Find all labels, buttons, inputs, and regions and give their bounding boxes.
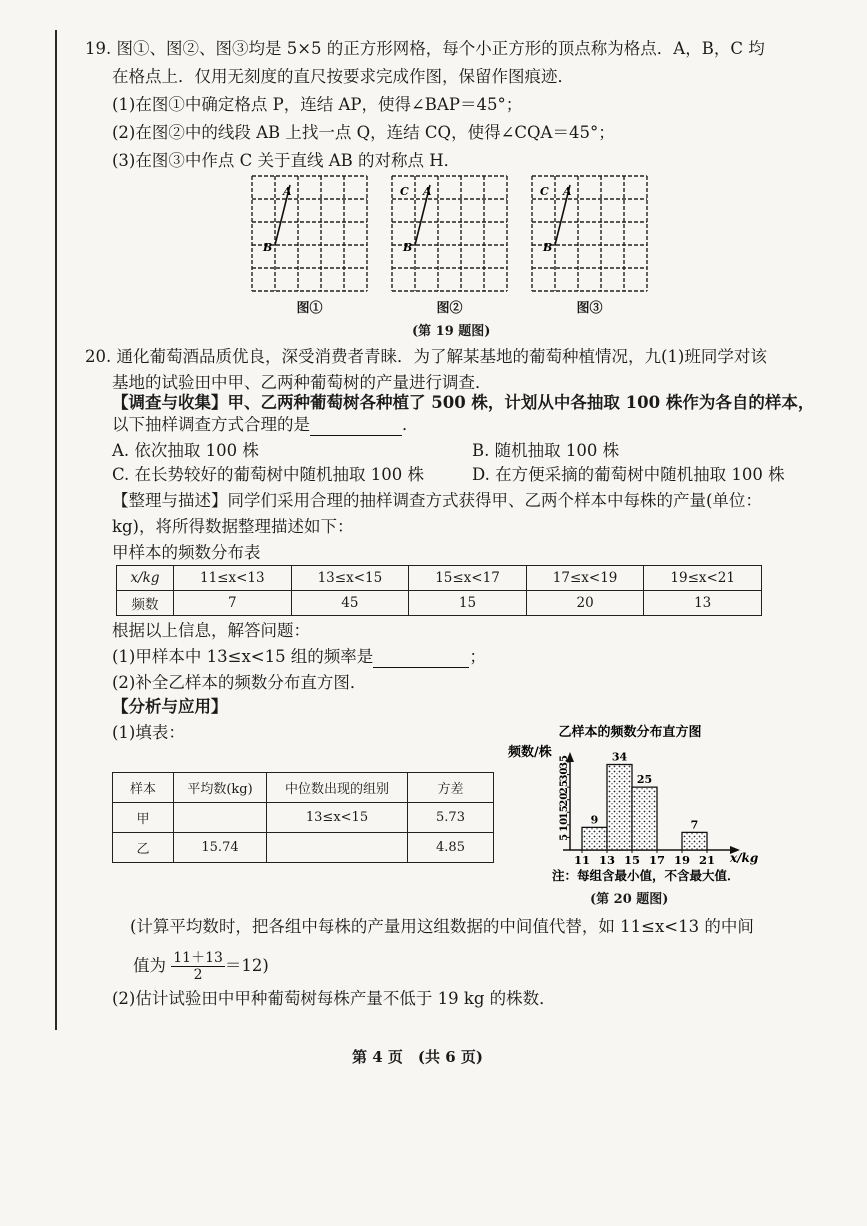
table-cell: 4.85 [408,833,494,863]
bar-data-label: 7 [690,818,699,832]
y-tick-label: 15 [559,805,570,820]
table-cell-blank[interactable] [267,833,408,863]
table-cell: 平均数(kg) [174,773,267,803]
option-d: D. 在方便采摘的葡萄树中随机抽取 100 株 [472,465,785,484]
table-row [113,773,494,803]
point-c-label: C [400,185,409,198]
table-cell: 方差 [408,773,494,803]
table-row [117,591,762,616]
x-tick-label: 11 [573,853,591,867]
table-cell: 15.74 [174,833,267,863]
note-line2-post: ＝12) [224,956,269,975]
q20-caption: (第 20 题图) [590,892,669,907]
binding-margin-line [55,30,57,1030]
table-cell: 5.73 [408,803,494,833]
table-cell: 15≤x<17 [409,566,527,591]
grid-figure-2 [391,175,508,296]
histogram-yi [508,720,768,894]
table-cell: 15 [409,591,527,616]
x-tick-label: 17 [648,853,666,867]
fraction-denominator: 2 [193,967,203,983]
q20-part2: (2)估计试验田中甲种葡萄树每株产量不低于 19 kg 的株数． [112,989,556,1008]
q20-intro1: 20. 通化葡萄酒品质优良，深受消费者青睐．为了解某基地的葡萄种植情况，九(1)班同学对该 [85,347,767,366]
table-cell: 乙 [113,833,174,863]
fig2-label: 图② [436,301,463,316]
answer-intro: 根据以上信息，解答问题： [112,621,310,640]
option-a: A. 依次抽取 100 株 [112,441,259,460]
table-cell: 45 [291,591,409,616]
fig3-label: 图③ [576,301,603,316]
q20-ans1 [112,646,486,668]
y-tick-label: 5 [559,833,570,841]
q20-organize2: kg)，将所得数据整理描述如下： [112,517,354,536]
point-b-label: B [263,241,273,254]
point-b-label: B [543,241,553,254]
y-tick-label: 20 [559,792,570,807]
fig1-label: 图① [296,301,323,316]
table-cell: 17≤x<19 [526,566,644,591]
q20-ans1-text: (1)甲样本中 13≤x<15 组的频率是 [112,647,374,666]
q20-ans1-end: ； [469,647,486,666]
point-b-label: B [403,241,413,254]
table-cell: 频数 [117,591,174,616]
y-tick-label: 25 [559,780,570,795]
point-a-label: A [423,185,432,198]
histogram-bar [682,832,707,850]
histogram-bar [607,765,632,850]
q20-survey2-period: ． [402,415,419,434]
table-row [113,803,494,833]
histogram-bar [632,787,657,850]
table-cell: 11≤x<13 [174,566,292,591]
q19-line2: 在格点上．仅用无刻度的直尺按要求完成作图，保留作图痕迹． [112,67,574,86]
grid-figure-1 [251,175,368,296]
q20-survey2 [112,414,419,436]
histogram-title: 乙样本的频数分布直方图 [558,725,702,740]
page-footer: 第 4 页 (共 6 页) [352,1048,483,1066]
table-cell: 中位数出现的组别 [267,773,408,803]
option-b: B. 随机抽取 100 株 [472,441,620,460]
q19-part3: (3)在图③中作点 C 关于直线 AB 的对称点 H． [112,151,461,170]
y-axis-label: 频数/株 [508,745,552,760]
histogram-svg [508,720,768,890]
y-tick-label: 35 [559,755,570,769]
table-cell: 甲 [113,803,174,833]
freq-table-title: 甲样本的频数分布表 [112,543,261,562]
x-tick-label: 21 [698,853,716,867]
q19-line1: 19. 图①、图②、图③均是 5×5 的正方形网格，每个小正方形的顶点称为格点．A，B，C 均 [85,39,765,58]
bar-data-label: 34 [611,750,628,764]
bar-data-label: 9 [590,813,599,827]
table-cell: 样本 [113,773,174,803]
x-tick-label: 13 [598,853,616,867]
table-cell: 13≤x<15 [291,566,409,591]
q20-intro2: 基地的试验田中甲、乙两种葡萄树的产量进行调查． [112,373,492,392]
fraction-numerator: 11＋13 [173,950,223,966]
note-line2-pre: 值为 [133,956,166,975]
analysis-heading: 【分析与应用】 [112,697,228,716]
table-cell: x/kg [117,566,174,591]
y-tick-label: 10 [559,817,570,832]
q19-part1: (1)在图①中确定格点 P，连结 AP，使得∠BAP＝45°； [112,95,523,114]
answer-blank-frequency[interactable] [373,649,469,668]
point-a-label: A [283,185,292,198]
table-cell: 13≤x<15 [267,803,408,833]
q20-survey2-text: 以下抽样调查方式合理的是 [112,415,310,434]
histogram-bar [582,827,607,850]
table-cell: 13 [644,591,762,616]
point-a-label: A [563,185,572,198]
q20-ans2: (2)补全乙样本的频数分布直方图． [112,673,367,692]
x-axis-label: x/kg [730,851,759,865]
table-cell: 20 [526,591,644,616]
fraction [171,950,225,983]
q19-caption: (第 19 题图) [412,324,491,339]
frequency-table-jia [116,565,762,616]
table-row [117,566,762,591]
q20-organize1: 【整理与描述】同学们采用合理的抽样调查方式获得甲、乙两个样本中每株的产量(单位： [112,491,762,510]
x-tick-label: 15 [623,853,641,867]
fill-table-label: (1)填表： [112,723,185,742]
table-cell: 7 [174,591,292,616]
option-c: C. 在长势较好的葡萄树中随机抽取 100 株 [112,465,425,484]
q19-part2: (2)在图②中的线段 AB 上找一点 Q，连结 CQ，使得∠CQA＝45°； [112,123,615,142]
q20-survey1: 【调查与收集】甲、乙两种葡萄树各种植了 500 株，计划从中各抽取 100 株作为各自的样本， [112,393,815,412]
note-line2 [133,950,269,983]
x-tick-label: 19 [673,853,691,867]
y-tick-label: 30 [559,767,570,782]
table-row [113,833,494,863]
table-cell: 19≤x<21 [644,566,762,591]
grid-figure-3 [531,175,648,296]
point-c-label: C [540,185,549,198]
stats-table [112,772,494,863]
histogram-note: 注：每组含最小值，不含最大值． [552,868,740,883]
bar-data-label: 25 [636,773,653,787]
answer-blank-survey[interactable] [310,417,402,436]
table-cell-blank[interactable] [174,803,267,833]
note-line1: (计算平均数时，把各组中每株的产量用这组数据的中间值代替，如 11≤x<13 的中间 [130,917,754,936]
